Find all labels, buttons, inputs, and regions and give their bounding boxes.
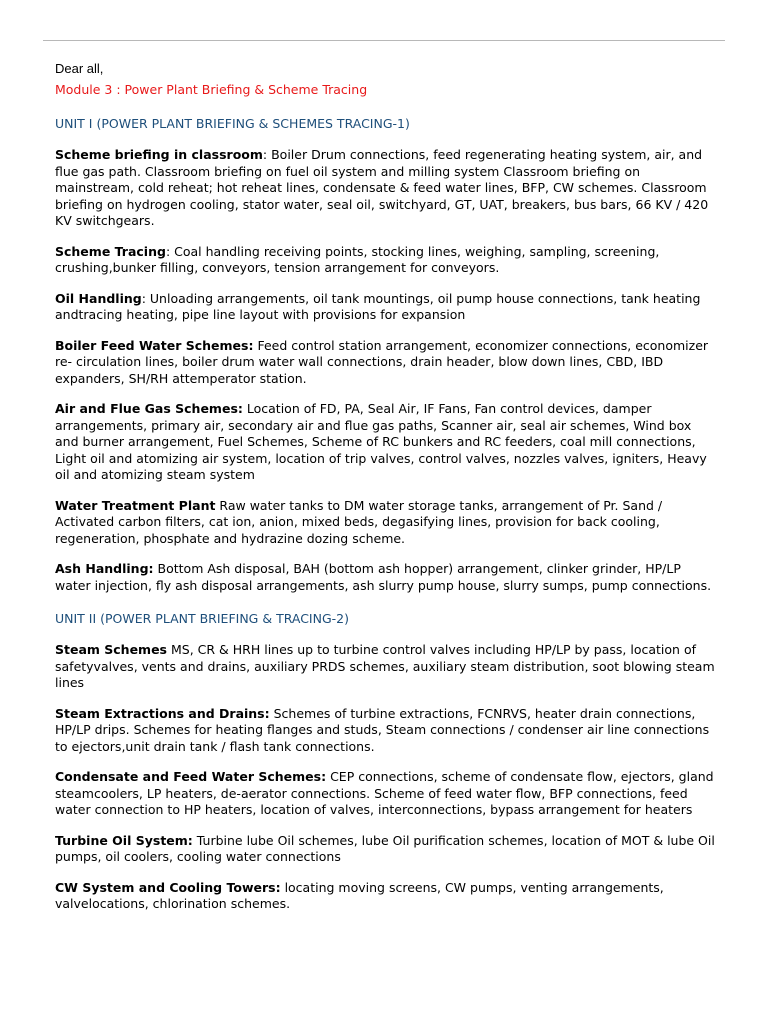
scheme-label: Scheme briefing in classroom xyxy=(55,147,263,162)
scheme-text: Turbine lube Oil schemes, lube Oil purification schemes, location of MOT & lube Oil pumps, oil coolers, cooling water connections xyxy=(55,832,715,864)
scheme-paragraph xyxy=(55,833,715,866)
scheme-paragraph xyxy=(55,401,715,484)
scheme-separator: : xyxy=(165,243,175,259)
units-container xyxy=(55,115,715,913)
scheme-text: MS, CR & HRH lines up to turbine control valves including HP/LP by pass, location of safetyvalves, vents and drains, auxiliary PRDS schemes, auxiliary steam distribution, soot blowing steam lines xyxy=(55,642,715,690)
scheme-paragraph xyxy=(55,147,715,230)
scheme-paragraph xyxy=(55,880,715,913)
top-divider xyxy=(43,40,725,41)
scheme-text: Raw water tanks to DM water storage tanks, arrangement of Pr. Sand / Activated carbon filters, cat ion, anion, mixed beds, degasifying lines, provision for back cooling, regeneration, phosphate and hydrazine dozing scheme. xyxy=(55,497,663,546)
scheme-text: Feed control station arrangement, economizer connections, economizer re- circulation lines, boiler drum water wall connections, drain header, blow down lines, CBD, IBD expanders, SH/RH attemperator station. xyxy=(55,337,709,386)
scheme-paragraph xyxy=(55,706,715,756)
scheme-paragraph xyxy=(55,498,715,548)
scheme-separator: : xyxy=(262,147,272,162)
scheme-text: Schemes of turbine extractions, FCNRVS, heater drain connections, HP/LP drips. Schemes for heating flanges and studs, Steam connections / condenser air line connections to ejectors,unit drain tank / flash tank connections. xyxy=(55,705,710,754)
scheme-text: Coal handling receiving points, stocking lines, weighing, sampling, screening, crushing,bunker filling, conveyors, tension arrangement for conveyors. xyxy=(55,243,660,275)
scheme-paragraph xyxy=(55,561,715,594)
unit-title: UNIT II (POWER PLANT BRIEFING & TRACING-2) xyxy=(55,611,350,626)
scheme-text: locating moving screens, CW pumps, venting arrangements, valvelocations, chlorination schemes. xyxy=(55,879,664,911)
scheme-text: Bottom Ash disposal, BAH (bottom ash hopper) arrangement, clinker grinder, HP/LP water injection, fly ash disposal arrangements, ash slurry pump house, slurry sumps, pump connections. xyxy=(55,561,712,593)
scheme-label: Turbine Oil System: xyxy=(55,832,193,848)
scheme-text: CEP connections, scheme of condensate flow, ejectors, gland steamcoolers, LP heaters, de-aerator connections. Scheme of feed water flow, BFP connections, feed water connection to HP heaters, location of valves, interconnections, bypass arrangement for heaters xyxy=(55,769,714,817)
scheme-text: Location of FD, PA, Seal Air, IF Fans, Fan control devices, damper arrangements, primary air, secondary air and flue gas paths, Scanner air, seal air schemes, Wind box and burner arrangement, Fuel Schemes, Scheme of RC bunkers and RC feeders, coal mill connections, Light oil and atomizing air system, location of trip valves, control valves, nozzles valves, igniters, Heavy oil and atomizing steam system xyxy=(55,401,707,482)
scheme-label: Air and Flue Gas Schemes: xyxy=(55,401,243,416)
scheme-label: Condensate and Feed Water Schemes: xyxy=(55,769,327,784)
document-body xyxy=(55,60,715,913)
scheme-text: Boiler Drum connections, feed regenerating heating system, air, and flue gas path. Classroom briefing on fuel oil system and milling system Classroom briefing on mainstream, cold reheat; hot reheat lines, condensate & feed water lines, BFP, CW schemes. Classroom briefing on hydrogen cooling, stator water, seal oil, switchyard, GT, UAT, breakers, bus bars, 66 KV / 420 KV switchgears. xyxy=(55,147,709,228)
unit-title: UNIT I (POWER PLANT BRIEFING & SCHEMES TRACING-1) xyxy=(55,116,410,131)
scheme-label: Steam Schemes xyxy=(55,642,167,657)
scheme-text: Unloading arrangements, oil tank mountings, oil pump house connections, tank heating andtracing heating, pipe line layout with provisions for expansion xyxy=(55,290,701,322)
greeting: Dear all, xyxy=(55,61,104,76)
scheme-paragraph xyxy=(55,769,715,819)
scheme-paragraph xyxy=(55,338,715,388)
scheme-label: Boiler Feed Water Schemes: xyxy=(55,337,254,353)
scheme-separator: : xyxy=(141,290,150,306)
scheme-label: Steam Extractions and Drains: xyxy=(55,705,270,721)
scheme-label: Scheme Tracing xyxy=(55,243,166,259)
module-title: Module 3 : Power Plant Briefing & Scheme Tracing xyxy=(55,82,368,97)
scheme-paragraph xyxy=(55,244,715,277)
scheme-paragraph xyxy=(55,291,715,324)
scheme-label: Oil Handling xyxy=(55,290,142,306)
scheme-label: Ash Handling: xyxy=(55,561,154,576)
scheme-label: CW System and Cooling Towers: xyxy=(55,879,281,895)
scheme-label: Water Treatment Plant xyxy=(55,497,216,513)
scheme-paragraph xyxy=(55,642,715,692)
